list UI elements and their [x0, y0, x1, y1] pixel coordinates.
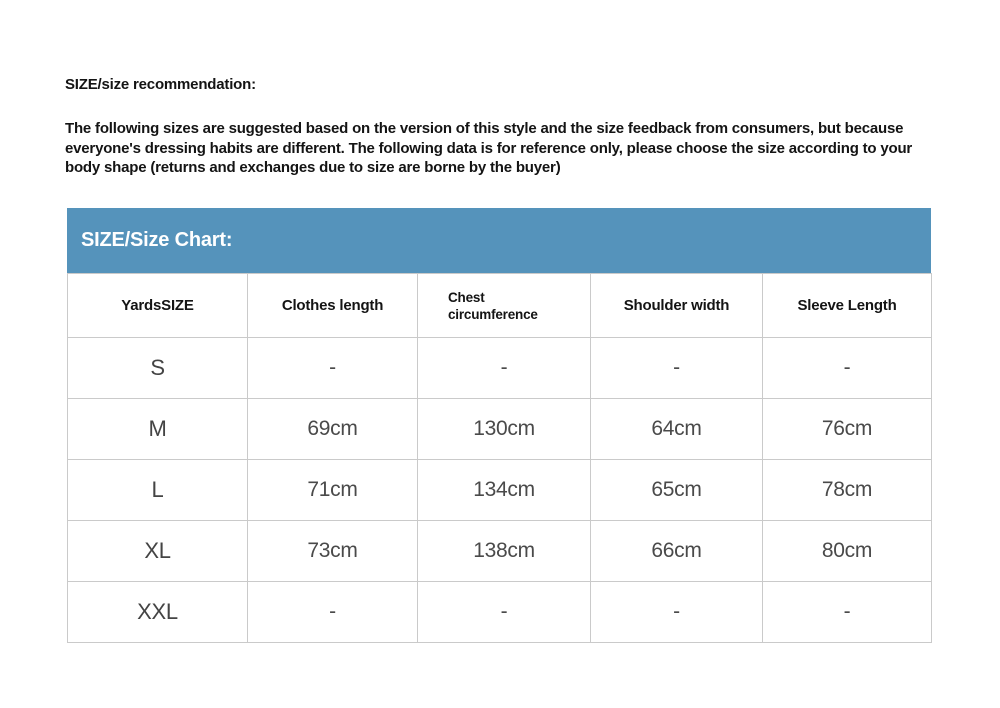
clothes-length-value: 71cm — [248, 460, 418, 521]
size-recommendation-paragraph: The following sizes are suggested based on the version of this style and the size feedback from consumers, but because everyone's dressing habits are different. The following data is for reference only, please choose the size according to your body shape (returns and exchanges due to size are borne by the buyer) — [65, 120, 913, 176]
size-label: XXL — [68, 582, 248, 643]
clothes-length-value: 73cm — [248, 521, 418, 582]
size-label: L — [68, 460, 248, 521]
size-chart-table — [67, 273, 932, 643]
table-row-size-l — [68, 460, 932, 521]
size-chart-title-bar — [67, 208, 931, 273]
sleeve-length-value: 76cm — [763, 399, 932, 460]
column-header-clothes-length: Clothes length — [248, 274, 418, 338]
size-label: M — [68, 399, 248, 460]
table-header-row — [68, 274, 932, 338]
sleeve-length-value: 78cm — [763, 460, 932, 521]
column-header-chest-circumference — [418, 274, 591, 338]
column-header-chest-circumference-label: Chest circumference — [448, 289, 538, 322]
shoulder-width-value: 64cm — [591, 399, 763, 460]
table-row-size-xl — [68, 521, 932, 582]
sleeve-length-value: - — [763, 582, 932, 643]
table-row-size-s — [68, 338, 932, 399]
shoulder-width-value: - — [591, 582, 763, 643]
clothes-length-value: - — [248, 338, 418, 399]
chest-circumference-value: - — [418, 338, 591, 399]
table-row-size-xxl — [68, 582, 932, 643]
size-label: XL — [68, 521, 248, 582]
column-header-yards-size: YardsSIZE — [68, 274, 248, 338]
chest-circumference-value: 138cm — [418, 521, 591, 582]
table-row-size-m — [68, 399, 932, 460]
shoulder-width-value: - — [591, 338, 763, 399]
shoulder-width-value: 66cm — [591, 521, 763, 582]
size-recommendation-heading: SIZE/size recommendation: — [65, 76, 256, 93]
sleeve-length-value: 80cm — [763, 521, 932, 582]
shoulder-width-value: 65cm — [591, 460, 763, 521]
chest-circumference-value: 130cm — [418, 399, 591, 460]
column-header-shoulder-width: Shoulder width — [591, 274, 763, 338]
clothes-length-value: 69cm — [248, 399, 418, 460]
size-chart-section — [67, 208, 931, 643]
sleeve-length-value: - — [763, 338, 932, 399]
chest-circumference-value: 134cm — [418, 460, 591, 521]
size-chart-title: SIZE/Size Chart: — [81, 229, 233, 251]
chest-circumference-value: - — [418, 582, 591, 643]
size-label: S — [68, 338, 248, 399]
column-header-sleeve-length: Sleeve Length — [763, 274, 932, 338]
clothes-length-value: - — [248, 582, 418, 643]
